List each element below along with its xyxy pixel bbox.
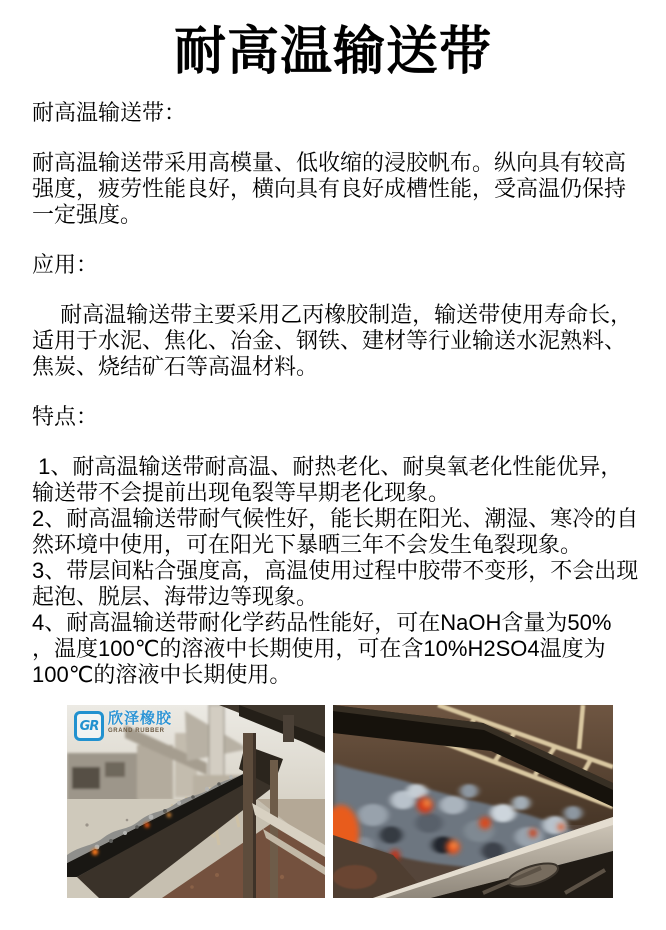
blank-line <box>32 278 642 302</box>
text-line: 焦炭、烧结矿石等高温材料。 <box>32 354 319 379</box>
section-heading-application: 应用： <box>32 252 99 277</box>
text-line: 适用于水泥、焦化、冶金、钢铁、建材等行业输送水泥熟料、 <box>32 328 627 353</box>
text-line: 耐高温输送带： <box>32 100 187 125</box>
text-line: 然环境中使用，可在阳光下暴晒三年不会发生龟裂现象。 <box>32 532 583 557</box>
blank-line <box>32 228 642 252</box>
text-line: 3、带层间粘合强度高，高温使用过程中胶带不变形，不会出现 <box>32 558 639 583</box>
brand-name-en: GRAND RUBBER <box>108 728 165 734</box>
brand-watermark <box>74 711 172 741</box>
text-line: 4、耐高温输送带耐化学药品性能好，可在NaOH含量为50% <box>32 610 612 635</box>
hot-ore-belt-illustration <box>333 705 613 898</box>
article-body <box>32 100 642 688</box>
text-line: 起泡、脱层、海带边等现象。 <box>32 584 319 609</box>
page-title: 耐高温输送带 <box>173 23 492 81</box>
text-line: 输送带不会提前出现龟裂等早期老化现象。 <box>32 480 451 505</box>
brand-name-cn: 欣泽橡胶 <box>108 710 173 727</box>
blank-line <box>32 126 642 150</box>
blank-line <box>32 380 642 404</box>
gr-logo-icon: GR <box>74 711 104 741</box>
photo-hot-ore-belt <box>333 705 613 898</box>
text-line: 耐高温输送带采用高模量、低收缩的浸胶帆布。纵向具有较高 <box>32 150 627 175</box>
text-line: 2、耐高温输送带耐气候性好，能长期在阳光、潮湿、寒冷的自 <box>32 506 639 531</box>
blank-line <box>32 430 642 454</box>
brand-watermark-text <box>108 711 172 734</box>
text-line: ，温度100℃的溶液中长期使用，可在含10%H2SO4温度为 <box>32 636 606 661</box>
text-line: 一定强度。 <box>32 202 143 227</box>
text-line: 强度，疲劳性能良好，横向具有良好成槽性能，受高温仍保持 <box>32 176 627 201</box>
text-line: 1、耐高温输送带耐高温、耐热老化、耐臭氧老化性能优异， <box>32 454 623 479</box>
text-line: 100℃的溶液中长期使用。 <box>32 662 292 687</box>
photo-row <box>67 705 666 898</box>
section-heading-features: 特点： <box>32 404 99 429</box>
photo-conveyor-site <box>67 705 325 898</box>
text-line: 耐高温输送带主要采用乙丙橡胶制造，输送带使用寿命长， <box>32 302 633 327</box>
